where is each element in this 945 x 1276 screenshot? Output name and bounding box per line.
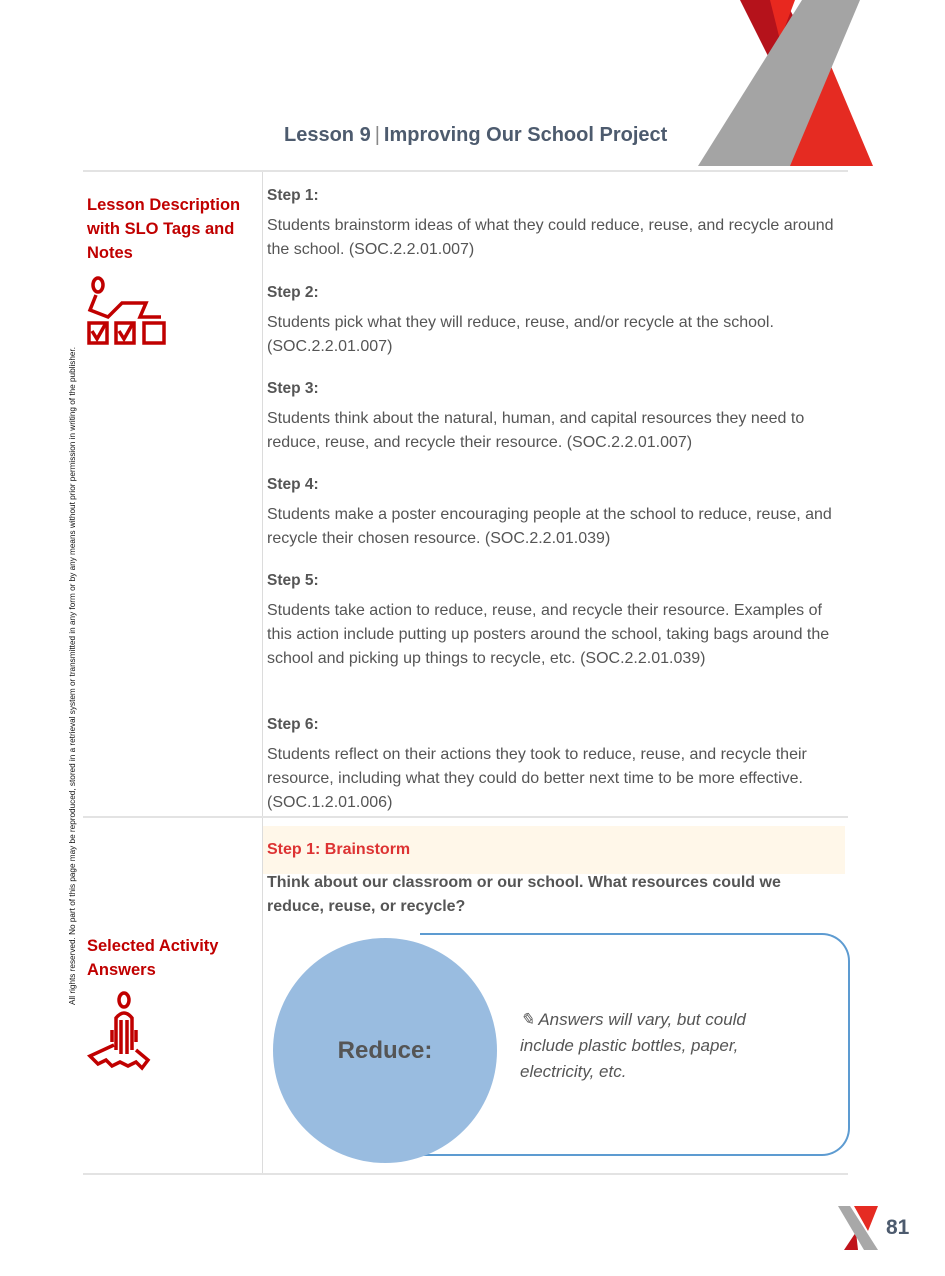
step-2: Step 2: Students pick what they will reduce, reuse, and/or recycle at the school. (SOC.2.2.01.007) (267, 284, 774, 355)
activity-question: Think about our classroom or our school. What resources could we reduce, reuse, or recycle? (267, 874, 781, 915)
teacher-desk-icon (86, 275, 170, 347)
step-5: Step 5: Students take action to reduce, reuse, and recycle their resource. Examples of this action include putting up posters around the school, taking bags around the school and picking up things to recycle, etc. (SOC.2.2.01.039) (267, 572, 830, 667)
brand-chevron-small-icon (838, 1206, 880, 1250)
row-divider (83, 816, 848, 818)
table-top-rule (83, 170, 848, 172)
reduce-circle (273, 938, 497, 1163)
column-divider (262, 172, 263, 1174)
answer-text: ✎ Answers will vary, but could include plastic bottles, paper, electricity, etc. (520, 1010, 746, 1081)
step-1: Step 1: Students brainstorm ideas of what they could reduce, reuse, and recycle around the school. (SOC.2.2.01.007) (267, 187, 834, 258)
activity-step-title: Step 1: Brainstorm (267, 841, 411, 858)
step-4: Step 4: Students make a poster encouraging people at the school to reduce, reuse, and recycle their chosen resource. (SOC.2.2.01.039) (267, 476, 832, 547)
selected-activity-heading: Selected Activity Answers (87, 937, 219, 979)
meditating-person-icon (86, 990, 156, 1074)
page-title: Lesson 9 | Improving Our School Project (284, 124, 668, 146)
page-number: 81 (886, 1216, 910, 1239)
lesson-description-heading: Lesson Description with SLO Tags and Notes (87, 196, 241, 262)
step-3: Step 3: Students think about the natural, human, and capital resources they need to reduce, reuse, and recycle their resource. (SOC.2.2.01.007) (267, 380, 805, 451)
pencil-icon: ✎ (520, 1010, 539, 1029)
step-6: Step 6: Students reflect on their actions they took to reduce, reuse, and recycle their resource, including what they could do better next time to be more effective. (SOC.1.2.01.006) (267, 716, 807, 811)
reduce-label: Reduce: (337, 1036, 433, 1064)
copyright-notice: All rights reserved. No part of this page may be reproduced, stored in a retrieval system or transmitted in any form or by any means without prior permission in writing of the publisher. (68, 346, 77, 1005)
table-bottom-rule (83, 1173, 848, 1175)
brand-chevron-logo (690, 0, 880, 170)
